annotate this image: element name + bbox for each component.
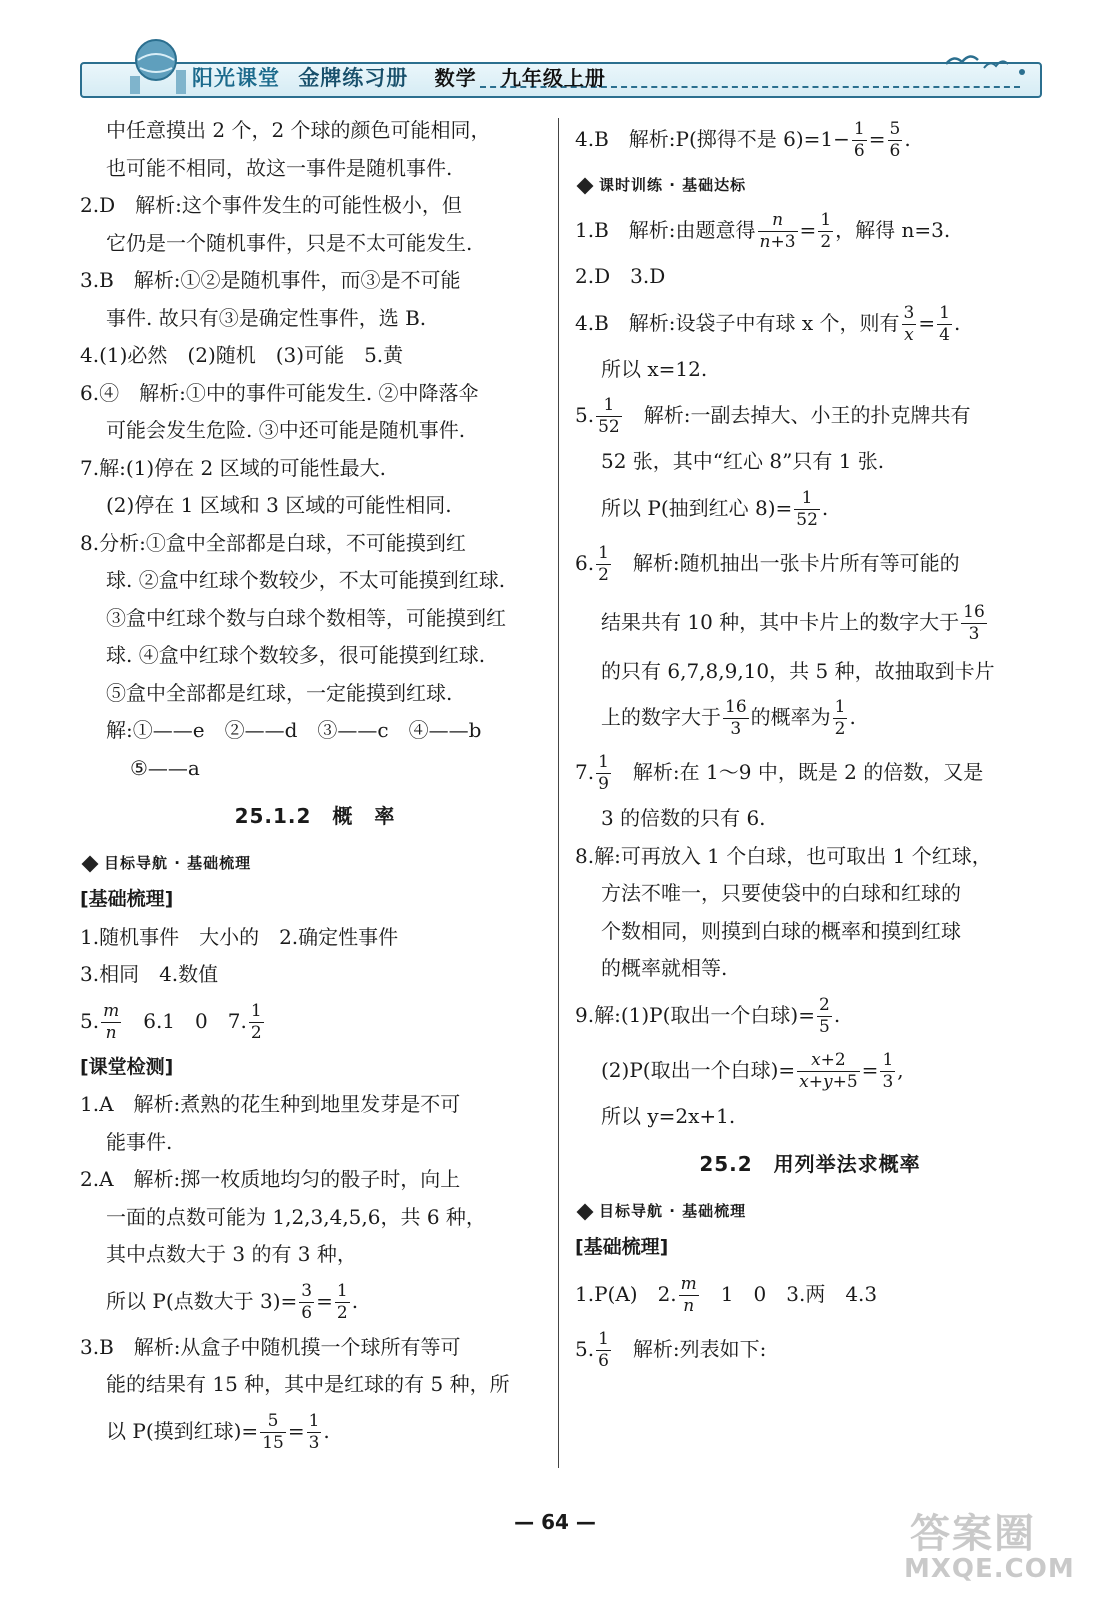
drill-5: 5. $\frac{1}{52}$ 解析:一副去掉大、小王的扑克牌共有 xyxy=(575,395,971,437)
subsection-heading xyxy=(575,167,1045,203)
diamond-icon xyxy=(577,1203,594,1220)
text-line: 解:①——e ②——d ③——c ④——b xyxy=(106,718,482,742)
birds-icon xyxy=(940,42,1030,82)
answer-4-5: 4.(1)必然 (2)随机 (3)可能 5.黄 xyxy=(80,343,404,367)
fraction: $\frac{5}{6}$ xyxy=(889,119,901,161)
text-line: 事件. 故只有③是确定性事件，选 B. xyxy=(106,305,427,330)
page-number: — 64 — xyxy=(514,1510,596,1534)
subsection-label: 课时训练 · 基础达标 xyxy=(599,176,747,194)
subsection-label: 目标导航 · 基础梳理 xyxy=(599,1202,747,1220)
basics-25-2-5: 5. $\frac{1}{6}$ 解析:列表如下: xyxy=(575,1328,767,1371)
left-column xyxy=(80,112,550,1459)
fraction: $\frac{m}{n}$ xyxy=(680,1273,697,1316)
answer-3: 3.B 解析:①②是随机事件，而③是不可能 xyxy=(80,268,461,292)
text-line: 个数相同，则摸到白球的概率和摸到红球 xyxy=(601,918,961,943)
fraction: $\frac{1}{4}$ xyxy=(939,302,950,345)
column-divider xyxy=(558,118,559,1468)
fraction: $\frac{1}{52}$ xyxy=(796,487,818,530)
text-line: 所以 P(点数大于 3)= $\frac{3}{6}$ = $\frac{1}{2}$ . xyxy=(106,1280,359,1323)
fraction: $\frac{1}{6}$ xyxy=(598,1328,609,1371)
drill-8: 8.解:可再放入 1 个白球，也可取出 1 个红球， xyxy=(575,843,992,868)
right-column xyxy=(575,112,1045,1377)
answer-2: 2.D 解析:这个事件发生的可能性极小，但 xyxy=(80,193,462,217)
text-line: 结果共有 10 种，其中卡片上的数字大于 $\frac{16}{3}$ xyxy=(601,601,985,644)
drill-9: 9.解:(1)P(取出一个白球)= $\frac{2}{5}$ . xyxy=(575,994,841,1037)
series-name: 阳光课堂 xyxy=(192,66,280,90)
watermark-url: MXQE.COM xyxy=(904,1554,1075,1584)
fraction: $\frac{2}{5}$ xyxy=(818,994,830,1037)
check-1: 1.A 解析:煮熟的花生种到地里发芽是不可 xyxy=(80,1092,461,1116)
answer-6: 6.④ 解析:①中的事件可能发生. ②中降落伞 xyxy=(80,380,479,405)
text-line: ⑤盒中全部都是红球，一定能摸到红球. xyxy=(106,680,453,705)
subsection-label: 目标导航 · 基础梳理 xyxy=(104,854,252,872)
bracket-heading: [基础梳理] xyxy=(80,888,174,910)
text-line: 3 的倍数的只有 6. xyxy=(601,806,766,830)
text-line: 的只有 6,7,8,9,10，共 5 种，故抽取到卡片 xyxy=(601,658,995,683)
section-title: 25.2 用列举法求概率 xyxy=(699,1152,921,1176)
drill-2-3: 2.D 3.D xyxy=(575,264,666,288)
fraction: $\frac{x+2}{x+y+5}$ xyxy=(799,1049,858,1092)
text-line: 以 P(摸到红球)= $\frac{5}{15}$ = $\frac{1}{3}$ . xyxy=(106,1410,330,1453)
check-2: 2.A 解析:掷一枚质地均匀的骰子时，向上 xyxy=(80,1167,461,1191)
text-line: 方法不唯一，只要使袋中的白球和红球的 xyxy=(601,881,961,905)
answer-8: 8.分析:①盒中全部都是白球，不可能摸到红 xyxy=(80,530,466,555)
text-line: 球. ④盒中红球个数较多，很可能摸到红球. xyxy=(106,643,486,667)
text-line: 能事件. xyxy=(106,1129,173,1154)
subsection-heading xyxy=(80,845,550,881)
fraction: $\frac{m}{n}$ xyxy=(103,1000,120,1043)
bracket-heading: [基础梳理] xyxy=(575,1236,669,1258)
text-line: 所以 y=2x+1. xyxy=(601,1103,736,1128)
answer-4b: 4.B 解析:P(掷得不是 6)=1− $\frac{1}{6}$ = $\frac{5}{6}$ . xyxy=(575,119,911,161)
text-line: 其中点数大于 3 的有 3 种， xyxy=(106,1242,357,1266)
text-line: (2)P(取出一个白球)= $\frac{x+2}{x+y+5}$ = $\frac{1}{3}$ , xyxy=(601,1049,904,1092)
text-line: ⑤——a xyxy=(130,755,200,780)
fraction: $\frac{16}{3}$ xyxy=(725,697,747,739)
fraction: $\frac{1}{2}$ xyxy=(598,542,609,585)
basics-2: 3.相同 4.数值 xyxy=(80,962,219,986)
diamond-icon xyxy=(82,855,99,872)
fraction: $\frac{1}{2}$ xyxy=(336,1280,348,1323)
basics-3: 5. $\frac{m}{n}$ 6.1 0 7. $\frac{1}{2}$ xyxy=(80,1000,262,1043)
book-name: 金牌练习册 xyxy=(298,66,409,90)
text-line: 它仍是一个随机事件，只是不太可能发生. xyxy=(106,230,473,255)
subject-name: 数学 xyxy=(434,66,477,90)
fraction: $\frac{16}{3}$ xyxy=(963,601,985,644)
text-line: 可能会发生危险. ③中还可能是随机事件. xyxy=(106,418,466,442)
fraction: $\frac{1}{2}$ xyxy=(250,1000,262,1043)
text-line: 中任意摸出 2 个，2 个球的颜色可能相同， xyxy=(106,118,491,142)
text-line: 所以 x=12. xyxy=(601,356,708,381)
section-title: 25.1.2 概 率 xyxy=(234,804,396,828)
grade-name: 九年级上册 xyxy=(500,66,606,90)
subsection-heading xyxy=(575,1193,1045,1229)
answer-7: 7.解:(1)停在 2 区域的可能性最大. xyxy=(80,455,386,480)
watermark-text: 答案圈 xyxy=(910,1511,1036,1557)
globe-icon xyxy=(126,32,192,98)
text-line: ③盒中红球个数与白球个数相等，可能摸到红 xyxy=(106,605,506,630)
fraction: $\frac{5}{15}$ xyxy=(262,1410,284,1453)
fraction: $\frac{n}{n+3}$ xyxy=(759,210,796,252)
basics-1: 1.随机事件 大小的 2.确定性事件 xyxy=(80,924,399,949)
check-3: 3.B 解析:从盒子中随机摸一个球所有等可 xyxy=(80,1334,461,1359)
fraction: $\frac{1}{52}$ xyxy=(598,395,620,437)
text-line: 所以 P(抽到红心 8)= $\frac{1}{52}$ . xyxy=(601,487,829,530)
page-header xyxy=(80,42,1038,98)
watermark xyxy=(900,1500,1090,1590)
text-line: 球. ②盒中红球个数较少，不太可能摸到红球. xyxy=(106,568,506,592)
drill-4: 4.B 解析:设袋子中有球 x 个，则有 $\frac{3}{x}$ = $\frac{1}{4}$ . xyxy=(575,302,961,345)
text-line: 52 张，其中“红心 8”只有 1 张. xyxy=(601,449,885,473)
bracket-heading: [课堂检测] xyxy=(80,1055,174,1078)
fraction: $\frac{1}{2}$ xyxy=(834,697,846,739)
fraction: $\frac{1}{9}$ xyxy=(598,752,609,794)
drill-1: 1.B 解析:由题意得 $\frac{n}{n+3}$ = $\frac{1}{2}$ ，解得 n=3. xyxy=(575,210,951,252)
drill-6: 6. $\frac{1}{2}$ 解析:随机抽出一张卡片所有等可能的 xyxy=(575,542,960,585)
fraction: $\frac{3}{x}$ xyxy=(903,302,915,345)
text-line: 能的结果有 15 种，其中是红球的有 5 种，所 xyxy=(106,1372,510,1396)
header-title xyxy=(192,62,606,94)
text-line: 的概率就相等. xyxy=(601,956,728,980)
text-line: (2)停在 1 区域和 3 区域的可能性相同. xyxy=(106,493,452,517)
text-line: 上的数字大于 $\frac{16}{3}$ 的概率为 $\frac{1}{2}$ . xyxy=(601,697,856,739)
drill-7: 7. $\frac{1}{9}$ 解析:在 1～9 中，既是 2 的倍数，又是 xyxy=(575,752,984,794)
diamond-icon xyxy=(577,177,594,194)
fraction: $\frac{1}{3}$ xyxy=(308,1410,320,1453)
fraction: $\frac{3}{6}$ xyxy=(301,1280,313,1323)
text-line: 也可能不相同，故这一事件是随机事件. xyxy=(106,155,453,180)
text-line: 一面的点数可能为 1,2,3,4,5,6，共 6 种， xyxy=(106,1204,486,1229)
fraction: $\frac{1}{2}$ xyxy=(820,210,832,252)
fraction: $\frac{1}{6}$ xyxy=(853,119,865,161)
fraction: $\frac{1}{3}$ xyxy=(882,1049,894,1092)
basics-25-2: 1.P(A) 2. $\frac{m}{n}$ 1 0 3.两 4.3 xyxy=(575,1273,878,1316)
